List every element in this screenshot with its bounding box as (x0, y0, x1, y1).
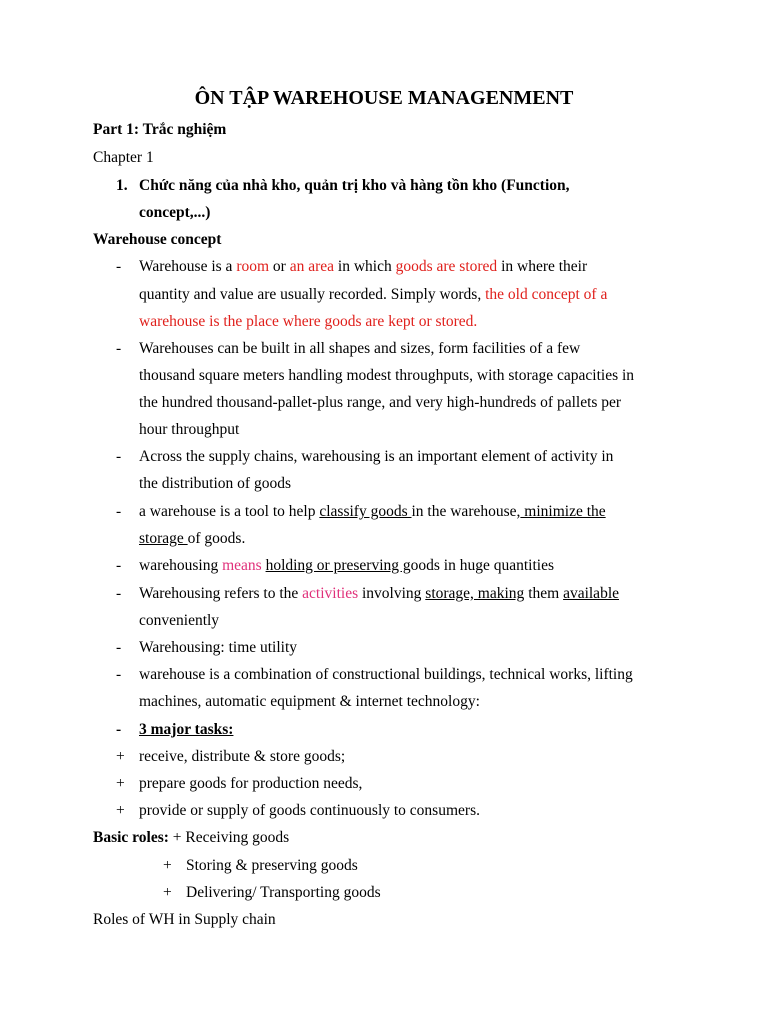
bullet-6-line-1: Warehousing refers to the activities involving storage, making them available (139, 585, 620, 602)
bullet-2-line-4: hour throughput (139, 421, 240, 438)
bullet-dash: - (116, 666, 122, 683)
plus-marker: + (116, 775, 125, 792)
task-item-3: provide or supply of goods continuously to consumers. (139, 802, 480, 819)
plus-marker: + (163, 884, 172, 901)
bullet-dash: - (116, 503, 122, 520)
bullet-6-line-2: conveniently (139, 612, 220, 629)
bullet-9-line-1: 3 major tasks: (139, 721, 234, 738)
bullet-dash: - (116, 258, 122, 275)
bullet-8-line-1: warehouse is a combination of constructional buildings, technical works, lifting (139, 666, 633, 683)
section-heading: Warehouse concept (93, 231, 222, 248)
part-heading: Part 1: Trắc nghiệm (93, 121, 227, 138)
bullet-8-line-2: machines, automatic equipment & internet technology: (139, 693, 480, 710)
question-line-2: concept,...) (139, 204, 211, 221)
bullet-dash: - (116, 340, 122, 357)
bullet-1-line-3: warehouse is the place where goods are kept or stored. (139, 313, 478, 330)
roles-wh-heading: Roles of WH in Supply chain (93, 911, 276, 928)
basic-roles-line: Basic roles: + Receiving goods (93, 829, 290, 846)
bullet-dash: - (116, 557, 122, 574)
bullet-4-line-2: storage of goods. (139, 530, 246, 547)
bullet-3-line-1: Across the supply chains, warehousing is an important element of activity in (139, 448, 614, 465)
bullet-dash: - (116, 639, 122, 656)
role-item-1: Storing & preserving goods (186, 857, 358, 874)
bullet-2-line-3: the hundred thousand-pallet-plus range, and very high-hundreds of pallets per (139, 394, 622, 411)
task-item-2: prepare goods for production needs, (139, 775, 363, 792)
role-item-2: Delivering/ Transporting goods (186, 884, 381, 901)
bullet-2-line-1: Warehouses can be built in all shapes and sizes, form facilities of a few (139, 340, 581, 357)
bullet-7-line-1: Warehousing: time utility (139, 639, 298, 656)
bullet-2-line-2: thousand square meters handling modest throughputs, with storage capacities in (139, 367, 635, 384)
question-number: 1. (116, 177, 128, 194)
bullet-1-line-1: Warehouse is a room or an area in which goods are stored in where their (139, 258, 588, 275)
chapter-label: Chapter 1 (93, 149, 154, 166)
bullet-dash: - (116, 585, 122, 602)
plus-marker: + (163, 857, 172, 874)
question-line-1: Chức năng của nhà kho, quản trị kho và hàng tồn kho (Function, (139, 177, 570, 194)
bullet-dash: - (116, 721, 122, 738)
page-title: ÔN TẬP WAREHOUSE MANAGENMENT (194, 87, 574, 109)
bullet-dash: - (116, 448, 122, 465)
bullet-3-line-2: the distribution of goods (139, 475, 291, 492)
bullet-4-line-1: a warehouse is a tool to help classify goods in the warehouse, minimize the (139, 503, 606, 520)
plus-marker: + (116, 748, 125, 765)
bullet-1-line-2: quantity and value are usually recorded. Simply words, the old concept of a (139, 286, 608, 303)
bullet-5-line-1: warehousing means holding or preserving goods in huge quantities (139, 557, 555, 574)
task-item-1: receive, distribute & store goods; (139, 748, 346, 765)
plus-marker: + (116, 802, 125, 819)
